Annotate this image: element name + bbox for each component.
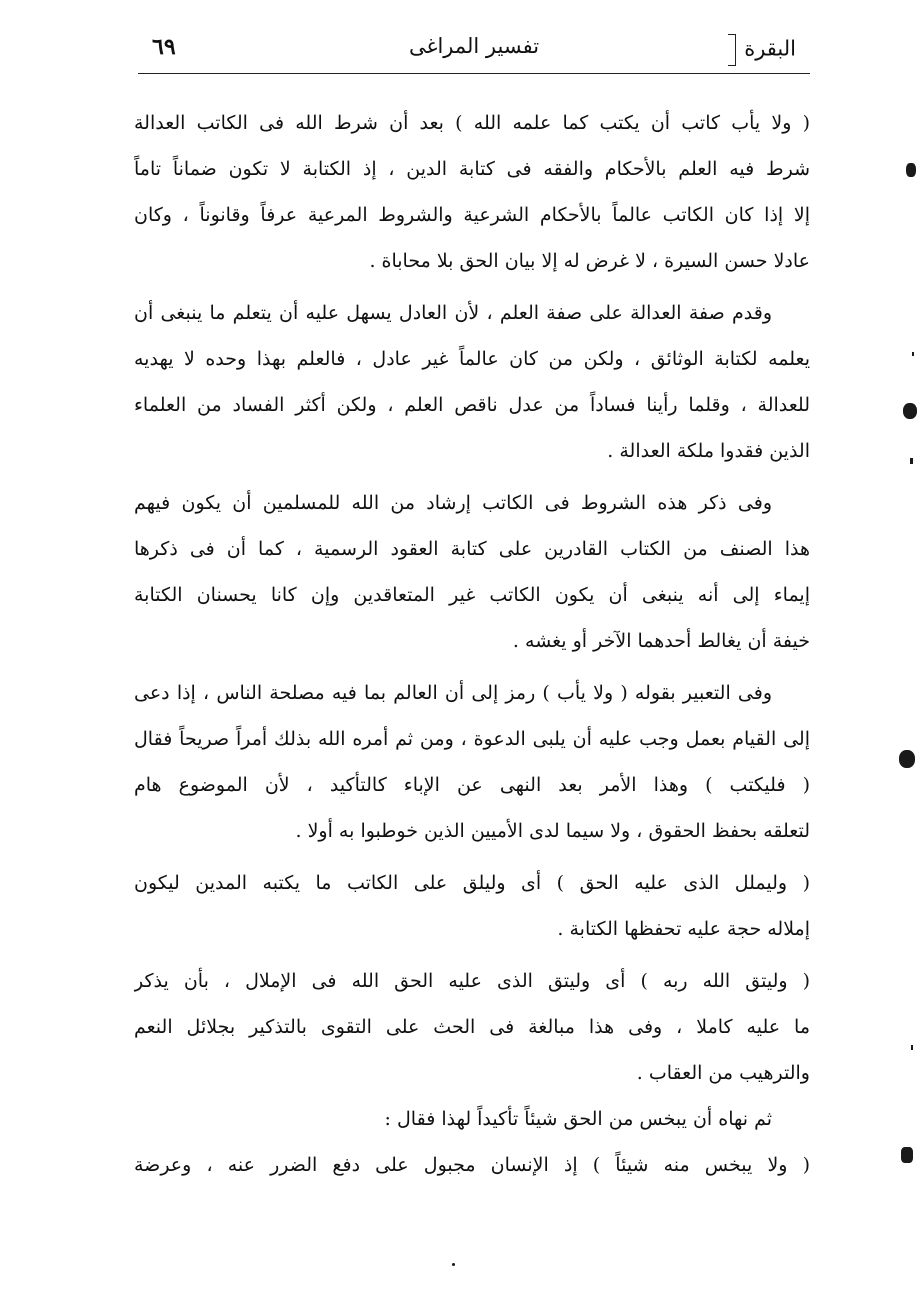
text-line: ( وليملل الذى عليه الحق ) أى وليلق على الكاتب ما يكتبه المدين ليكون bbox=[134, 872, 810, 894]
running-header bbox=[138, 30, 810, 74]
text-line: ما عليه كاملا ، وفى هذا مبالغة فى الحث على التقوى بالتذكير بجلائل النعم bbox=[134, 1016, 810, 1038]
scan-speck bbox=[899, 750, 915, 768]
scan-speck bbox=[911, 1045, 913, 1050]
text-line: للعدالة ، وقلما رأينا فساداً من عدل ناقص العلم ، ولكن أكثر الفساد من العلماء bbox=[134, 394, 810, 416]
text-line: إلى القيام بعمل وجب عليه أن يلبى الدعوة ، ومن ثم أمره الله بذلك أمراً صريحاً فقال bbox=[134, 728, 810, 750]
text-line: ( ولا يأب كاتب أن يكتب كما علمه الله ) بعد أن شرط الله فى الكاتب العدالة bbox=[134, 112, 810, 134]
scan-speck bbox=[910, 458, 913, 464]
text-line: الذين فقدوا ملكة العدالة . bbox=[607, 440, 810, 462]
surah-name: البقرة bbox=[744, 36, 796, 61]
text-line: هذا الصنف من الكتاب القادرين على كتابة العقود الرسمية ، كما أن فى ذكرها bbox=[134, 538, 810, 560]
scan-speck bbox=[452, 1263, 455, 1266]
text-line: ( فليكتب ) وهذا الأمر بعد النهى عن الإباء كالتأكيد ، لأن الموضوع هام bbox=[134, 774, 810, 796]
text-line: وقدم صفة العدالة على صفة العلم ، لأن العادل يسهل عليه أن يتعلم ما ينبغى أن bbox=[134, 302, 772, 324]
text-line: إيماء إلى أنه ينبغى أن يكون الكاتب غير المتعاقدين وإن كانا يحسنان الكتابة bbox=[134, 584, 810, 606]
text-line: شرط فيه العلم بالأحكام والفقه فى كتابة الدين ، إذ الكتابة لا تكون ضماناً تاماً bbox=[134, 158, 810, 180]
text-line: ( وليتق الله ربه ) أى وليتق الذى عليه الحق الله فى الإملال ، بأن يذكر bbox=[134, 970, 810, 992]
text-line: ثم نهاه أن يبخس من الحق شيئاً تأكيداً لهذا فقال : bbox=[384, 1108, 772, 1130]
header-bracket bbox=[728, 34, 736, 66]
scan-speck bbox=[901, 1147, 913, 1163]
text-line: والترهيب من العقاب . bbox=[636, 1062, 810, 1084]
header-rule bbox=[138, 73, 810, 74]
surah-name-box bbox=[728, 34, 796, 66]
page-number: ٦٩ bbox=[152, 34, 176, 60]
scan-speck bbox=[912, 352, 914, 356]
book-title: تفسير المراغى bbox=[408, 34, 540, 58]
text-line: يعلمه لكتابة الوثائق ، ولكن من كان عالماً غير عادل ، فالعلم بهذا وحده لا يهديه bbox=[134, 348, 810, 370]
text-line: وفى التعبير بقوله ( ولا يأب ) رمز إلى أن العالم بما فيه مصلحة الناس ، إذا دعى bbox=[134, 682, 772, 704]
text-line: وفى ذكر هذه الشروط فى الكاتب إرشاد من الله للمسلمين أن يكون فيهم bbox=[134, 492, 772, 514]
scan-speck bbox=[903, 403, 917, 419]
text-line: إلا إذا كان الكاتب عالماً بالأحكام الشرعية والشروط المرعية عرفاً وقانوناً ، وكان bbox=[134, 204, 810, 226]
text-line: عادلا حسن السيرة ، لا غرض له إلا بيان الحق بلا محاباة . bbox=[369, 250, 810, 272]
scan-speck bbox=[906, 163, 916, 177]
text-line: خيفة أن يغالط أحدهما الآخر أو يغشه . bbox=[512, 630, 810, 652]
text-line: ( ولا يبخس منه شيئاً ) إذ الإنسان مجبول على دفع الضرر عنه ، وعرضة bbox=[134, 1154, 810, 1176]
text-line: لتعلقه بحفظ الحقوق ، ولا سيما لدى الأميين الذين خوطبوا به أولا . bbox=[295, 820, 810, 842]
text-line: إملاله حجة عليه تحفظها الكتابة . bbox=[557, 918, 810, 940]
body-text bbox=[134, 100, 810, 1188]
